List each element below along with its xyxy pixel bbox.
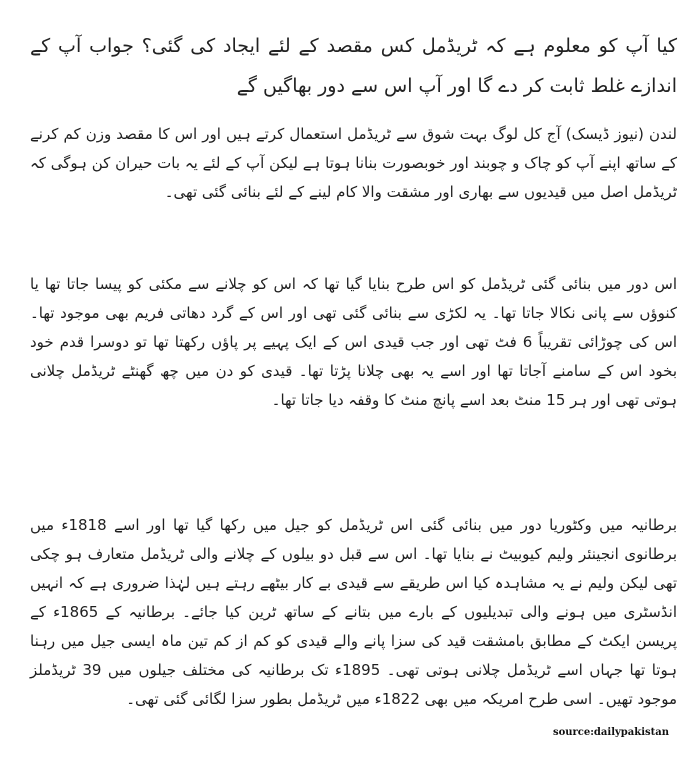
article-paragraph-1: لندن (نیوز ڈیسک) آج کل لوگ بہت شوق سے ٹریڈمل استعمال کرتے ہیں اور اس کا مقصد وزن کم کرنے کے ساتھ اپنے آپ کو چاک و چوبند اور خوبصورت بنانا ہوتا ہے لیکن آپ کے لئے یہ بات حیران کن ہوگی کہ ٹریڈمل اصل میں قیدیوں سے بھاری اور مشقت والا کام لینے کے لئے بنائی گئی تھی۔	[30, 125, 677, 201]
article-paragraph-2: اس دور میں بنائی گئی ٹریڈمل کو اس طرح بنایا گیا تھا کہ اس کو چلانے سے مکئی کو پیسا جاتا تھا یا کنوؤں سے پانی نکالا جاتا تھا۔ یہ لکڑی سے بنائی گئی تھی اور اس کے گرد دھاتی فریم بھی موجود تھا۔ اس کی چوڑائی تقریباً 6 فٹ تھی اور جب قیدی اس کے ایک پہیے پر پاؤں رکھتا تھا تو دوسرا قدم خود بخود اس کے سامنے آجاتا تھا اور اسے یہ بھی چلانا پڑتا تھا۔ قیدی کو دن میں چھ گھنٹے ٹریڈمل چلانی ہوتی تھی اور ہر 15 منٹ بعد اسے پانچ منٹ کا وقفہ دیا جاتا تھا۔	[30, 275, 677, 409]
article-headline: کیا آپ کو معلوم ہے کہ ٹریڈمل کس مقصد کے لئے ایجاد کی گئی؟ جواب آپ کے اندازے غلط ثابت کر دے گا اور آپ اس سے دور بھاگیں گے	[30, 35, 677, 97]
source-credit: source:dailypakistan	[552, 727, 669, 738]
article-paragraph-3: برطانیہ میں وکٹوریا دور میں بنائی گئی اس ٹریڈمل کو جیل میں رکھا گیا تھا اور اسے 1818ء میں برطانوی انجینئر ولیم کیوبیٹ نے بنایا تھا۔ اس سے قبل دو بیلوں کے چلانے والی ٹریڈمل متعارف ہو چکی تھی لیکن ولیم نے یہ مشاہدہ کیا اس طریقے سے قیدی بے کار بیٹھے رہتے ہیں لہٰذا ضروری ہے کہ انہیں انڈسٹری میں ہونے والی تبدیلیوں کے بارے میں بتانے کے ساتھ ٹرین کیا جائے۔ برطانیہ کے 1865ء کے پریسن ایکٹ کے مطابق بامشقت قید کی سزا پانے والے قیدی کو کم از کم تین ماہ ایسی جیل میں رہنا ہوتا تھا جہاں اسے ٹریڈمل چلانی ہوتی تھی۔ 1895ء تک برطانیہ کی مختلف جیلوں میں 39 ٹریڈملز موجود تھیں۔ اسی طرح امریکہ میں بھی 1822ء میں ٹریڈمل بطور سزا لگائی گئی تھی۔	[30, 516, 678, 708]
